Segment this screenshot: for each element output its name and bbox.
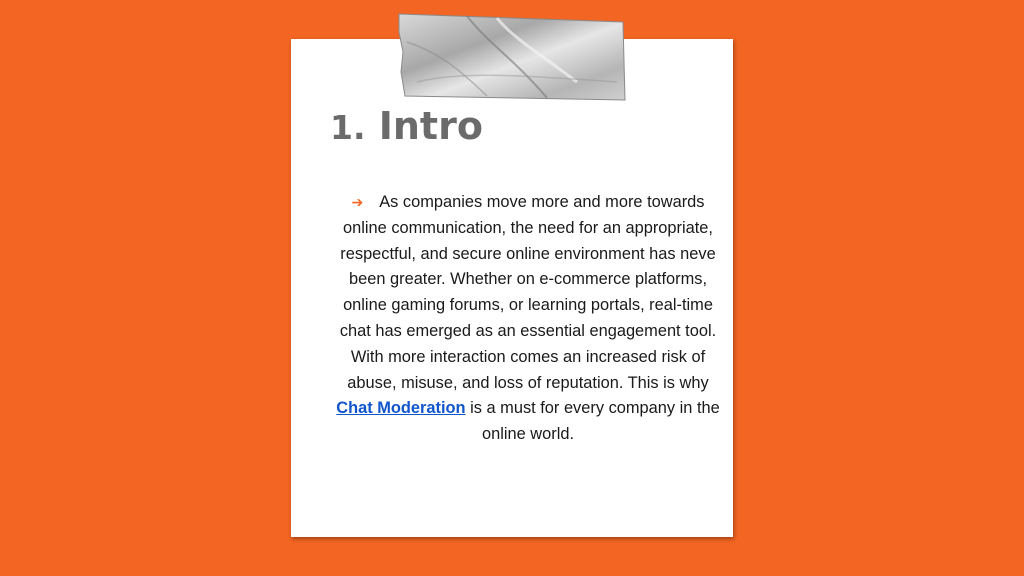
intro-paragraph [336, 190, 720, 448]
paragraph-text-before-link: As companies move more and more towards online communication, the need for an appropriate, respectful, and secure online environment has neve been greater. Whether on e-commerce platforms, online gaming forums, or learning portals, real-time chat has emerged as an essential engagement tool. With more interaction comes an increased risk of abuse, misuse, and loss of reputation. This is why [339, 193, 717, 392]
chat-moderation-link[interactable]: Chat Moderation [336, 399, 466, 418]
slide-title-number: 1. [330, 108, 366, 147]
right-arrow-icon: ➔ [351, 194, 364, 210]
slide-title [330, 104, 483, 148]
slide-title-text: Intro [378, 104, 483, 148]
tape-decoration [397, 12, 627, 102]
paragraph-text-after-link: is a must for every company in the online world. [470, 399, 720, 444]
